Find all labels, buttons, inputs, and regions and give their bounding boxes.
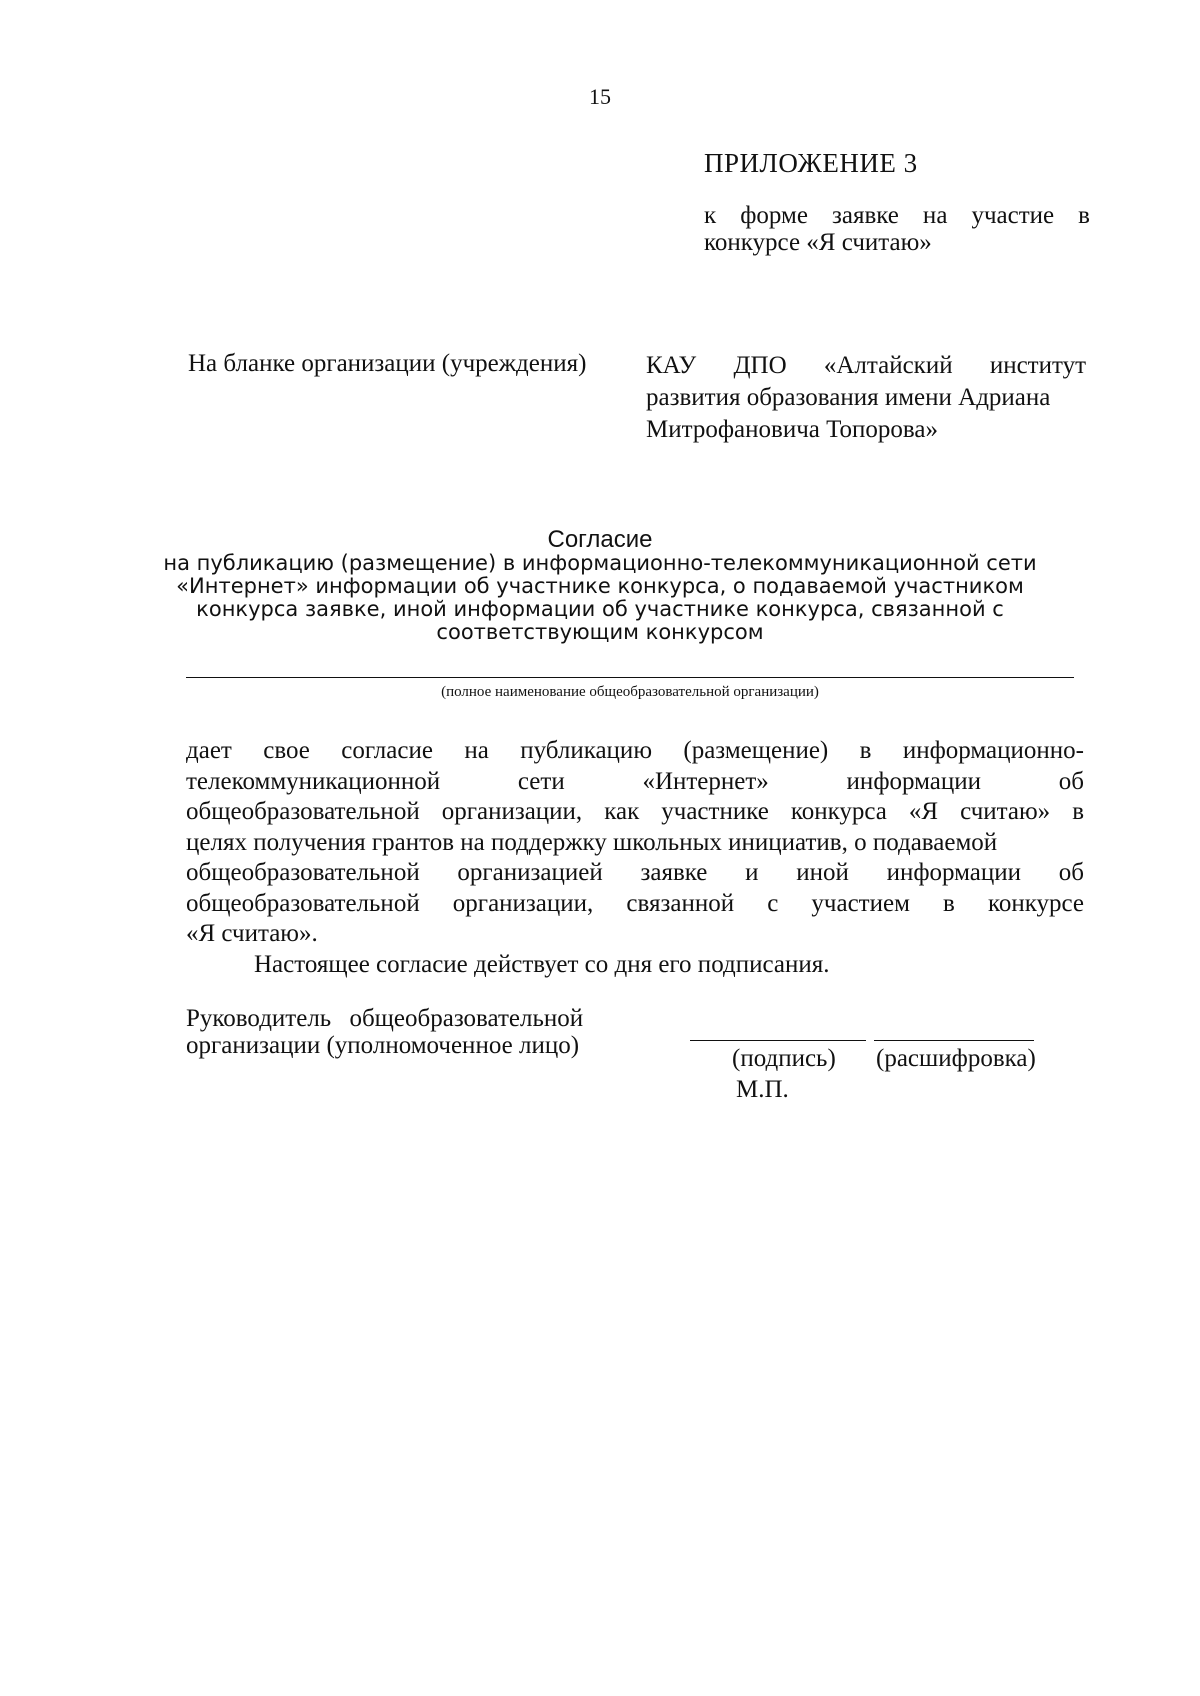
letterhead-label: На бланке организации (учреждения) [188, 350, 587, 377]
body-line: «Я считаю». [186, 920, 318, 947]
signer-line: Руководитель общеобразовательной [186, 1005, 584, 1032]
consent-heading [150, 528, 1050, 644]
addressee-line: Митрофановича Топорова» [646, 416, 938, 443]
consent-title: Согласие [547, 526, 653, 553]
body-line: общеобразовательной организации, как участнике конкурса «Я считаю» в [186, 798, 1084, 825]
consent-body [186, 736, 1084, 980]
body-line: телекоммуникационной сети «Интернет» информации об [186, 767, 1084, 795]
appendix-subtitle-line: конкурсе «Я считаю» [704, 229, 932, 256]
signature-label: (подпись) [732, 1045, 836, 1072]
validity-statement: Настоящее согласие действует со дня его подписания. [254, 950, 830, 978]
body-line: общеобразовательной организацией заявке и иной информации об [186, 859, 1084, 886]
appendix-title: ПРИЛОЖЕНИЕ 3 [704, 148, 918, 178]
page-number: 15 [589, 84, 611, 109]
organization-name-field-line [186, 677, 1074, 678]
signer-line: организации (уполномоченное лицо) [186, 1032, 580, 1059]
organization-name-caption: (полное наименование общеобразовательной организации) [441, 684, 819, 700]
appendix-subtitle [704, 202, 1090, 256]
signature-line [690, 1040, 866, 1041]
body-line: дает свое согласие на публикацию (размещение) в информационно- [186, 737, 1084, 764]
appendix-subtitle-line: к форме заявке на участие в [704, 202, 1090, 229]
addressee-line: КАУ ДПО «Алтайский институт [646, 352, 1086, 379]
consent-subtitle-line: конкурса заявке, иной информации об участнике конкурса, связанной с [196, 597, 1004, 621]
consent-subtitle-line: соответствующим конкурсом [436, 620, 764, 644]
consent-subtitle-line: на публикацию (размещение) в информационно-телекоммуникационной сети [163, 551, 1037, 575]
stamp-label: М.П. [736, 1076, 789, 1103]
signer-title [186, 1005, 583, 1059]
decoding-line [874, 1040, 1034, 1041]
body-line: общеобразовательной организации, связанной с участием в конкурсе [186, 889, 1084, 917]
body-line: целях получения грантов на поддержку школьных инициатив, о подаваемой [186, 828, 998, 856]
addressee-block [646, 350, 1086, 446]
decoding-label: (расшифровка) [876, 1045, 1036, 1072]
addressee-line: развития образования имени Адриана [646, 384, 1051, 411]
consent-subtitle-line: «Интернет» информации об участнике конкурса, о подаваемой участником [176, 574, 1024, 598]
